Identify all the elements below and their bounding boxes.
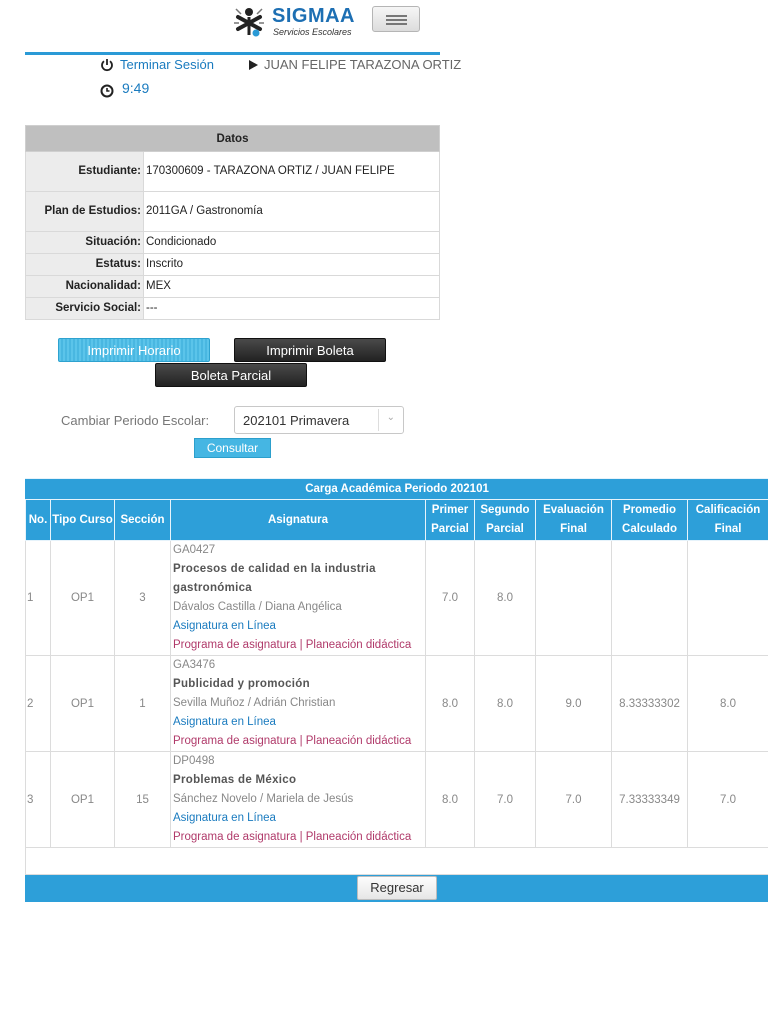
datos-label: Estudiante: bbox=[26, 152, 144, 192]
play-arrow-icon bbox=[248, 59, 259, 71]
datos-value: Condicionado bbox=[144, 232, 440, 254]
cell-promedio: 8.33333302 bbox=[612, 656, 688, 752]
table-footer bbox=[26, 875, 768, 902]
cell-calificacion-final: 7.0 bbox=[688, 752, 768, 848]
course-code: DP0498 bbox=[173, 755, 215, 767]
cell-segundo-parcial: 7.0 bbox=[475, 752, 536, 848]
cell-promedio: 7.33333349 bbox=[612, 752, 688, 848]
col-header: Sección bbox=[115, 500, 171, 541]
partial-report-button[interactable]: Boleta Parcial bbox=[155, 363, 307, 387]
print-report-card-button[interactable]: Imprimir Boleta bbox=[234, 338, 386, 362]
course-name: Publicidad y promoción bbox=[173, 678, 310, 690]
session-clock bbox=[100, 78, 149, 98]
datos-row bbox=[26, 298, 440, 320]
cell-calificacion-final: 8.0 bbox=[688, 656, 768, 752]
cell-tipo: OP1 bbox=[51, 656, 115, 752]
cell-asignatura bbox=[171, 752, 426, 848]
cell-seccion: 15 bbox=[115, 752, 171, 848]
period-selected-value: 202101 Primavera bbox=[243, 413, 350, 428]
datos-row bbox=[26, 192, 440, 232]
current-user bbox=[248, 57, 461, 72]
menu-toggle-button[interactable] bbox=[372, 6, 420, 32]
online-course-link[interactable]: Asignatura en Línea bbox=[173, 812, 276, 824]
datos-row bbox=[26, 152, 440, 192]
cell-no: 2 bbox=[26, 656, 51, 752]
logout-link[interactable] bbox=[100, 57, 214, 72]
datos-label: Estatus: bbox=[26, 254, 144, 276]
clock-icon bbox=[100, 84, 114, 98]
power-icon bbox=[100, 58, 114, 72]
course-teacher: Dávalos Castilla / Diana Angélica bbox=[173, 601, 342, 613]
student-data-table bbox=[25, 125, 440, 320]
course-code: GA0427 bbox=[173, 544, 216, 556]
cell-primer-parcial: 8.0 bbox=[426, 656, 475, 752]
datos-title: Datos bbox=[26, 126, 440, 152]
header-divider bbox=[25, 52, 440, 55]
user-name: JUAN FELIPE TARAZONA ORTIZ bbox=[264, 57, 462, 72]
consult-button[interactable]: Consultar bbox=[194, 438, 271, 458]
table-row bbox=[26, 752, 768, 848]
program-link[interactable]: Programa de asignatura | Planeación didáctica bbox=[173, 735, 412, 747]
col-header: Tipo Curso bbox=[51, 500, 115, 541]
datos-row bbox=[26, 276, 440, 298]
course-name: Procesos de calidad en la industria gastronómica bbox=[173, 563, 376, 594]
period-label: Cambiar Periodo Escolar: bbox=[61, 413, 210, 428]
datos-value: Inscrito bbox=[144, 254, 440, 276]
datos-label: Plan de Estudios: bbox=[26, 192, 144, 232]
cell-tipo: OP1 bbox=[51, 752, 115, 848]
datos-label: Nacionalidad: bbox=[26, 276, 144, 298]
cell-seccion: 3 bbox=[115, 541, 171, 656]
cell-no: 3 bbox=[26, 752, 51, 848]
datos-value: MEX bbox=[144, 276, 440, 298]
back-button[interactable]: Regresar bbox=[357, 876, 436, 900]
col-header: Promedio Calculado bbox=[612, 500, 688, 541]
datos-value: 170300609 - TARAZONA ORTIZ / JUAN FELIPE bbox=[144, 152, 440, 192]
cell-calificacion-final bbox=[688, 541, 768, 656]
cell-evaluacion-final: 9.0 bbox=[536, 656, 612, 752]
cell-seccion: 1 bbox=[115, 656, 171, 752]
brand-name: SIGMAA bbox=[272, 5, 355, 27]
cell-no: 1 bbox=[26, 541, 51, 656]
course-teacher: Sánchez Novelo / Mariela de Jesús bbox=[173, 793, 354, 805]
col-header: Calificación Final bbox=[688, 500, 768, 541]
table-spacer-row bbox=[26, 848, 768, 875]
cell-tipo: OP1 bbox=[51, 541, 115, 656]
col-header: Evaluación Final bbox=[536, 500, 612, 541]
hamburger-icon bbox=[386, 15, 407, 17]
table-row bbox=[26, 541, 768, 656]
cell-evaluacion-final bbox=[536, 541, 612, 656]
datos-row bbox=[26, 254, 440, 276]
datos-value: --- bbox=[144, 298, 440, 320]
datos-label: Situación: bbox=[26, 232, 144, 254]
table-row bbox=[26, 656, 768, 752]
academic-load-title: Carga Académica Periodo 202101 bbox=[26, 479, 768, 500]
cell-segundo-parcial: 8.0 bbox=[475, 656, 536, 752]
col-header: Primer Parcial bbox=[426, 500, 475, 541]
period-select[interactable] bbox=[234, 406, 404, 434]
program-link[interactable]: Programa de asignatura | Planeación didáctica bbox=[173, 639, 412, 651]
cell-primer-parcial: 8.0 bbox=[426, 752, 475, 848]
datos-row bbox=[26, 232, 440, 254]
cell-evaluacion-final: 7.0 bbox=[536, 752, 612, 848]
program-link[interactable]: Programa de asignatura | Planeación didáctica bbox=[173, 831, 412, 843]
logo-figure-icon bbox=[230, 3, 268, 39]
chevron-down-icon: ⌄ bbox=[386, 412, 395, 423]
cell-segundo-parcial: 8.0 bbox=[475, 541, 536, 656]
course-code: GA3476 bbox=[173, 659, 216, 671]
online-course-link[interactable]: Asignatura en Línea bbox=[173, 716, 276, 728]
academic-load-header-row bbox=[26, 500, 768, 541]
logout-label: Terminar Sesión bbox=[120, 57, 214, 72]
online-course-link[interactable]: Asignatura en Línea bbox=[173, 620, 276, 632]
datos-value: 2011GA / Gastronomía bbox=[144, 192, 440, 232]
col-header: No. bbox=[26, 500, 51, 541]
print-schedule-button[interactable]: Imprimir Horario bbox=[58, 338, 210, 362]
course-name: Problemas de México bbox=[173, 774, 297, 786]
cell-asignatura bbox=[171, 656, 426, 752]
brand-subtitle: Servicios Escolares bbox=[273, 27, 352, 37]
cell-promedio bbox=[612, 541, 688, 656]
course-teacher: Sevilla Muñoz / Adrián Christian bbox=[173, 697, 336, 709]
clock-time: 9:49 bbox=[122, 80, 150, 96]
datos-label: Servicio Social: bbox=[26, 298, 144, 320]
col-header: Asignatura bbox=[171, 500, 426, 541]
cell-asignatura bbox=[171, 541, 426, 656]
sigmaa-logo bbox=[230, 3, 370, 39]
academic-load-table bbox=[25, 478, 768, 902]
cell-primer-parcial: 7.0 bbox=[426, 541, 475, 656]
col-header: Segundo Parcial bbox=[475, 500, 536, 541]
